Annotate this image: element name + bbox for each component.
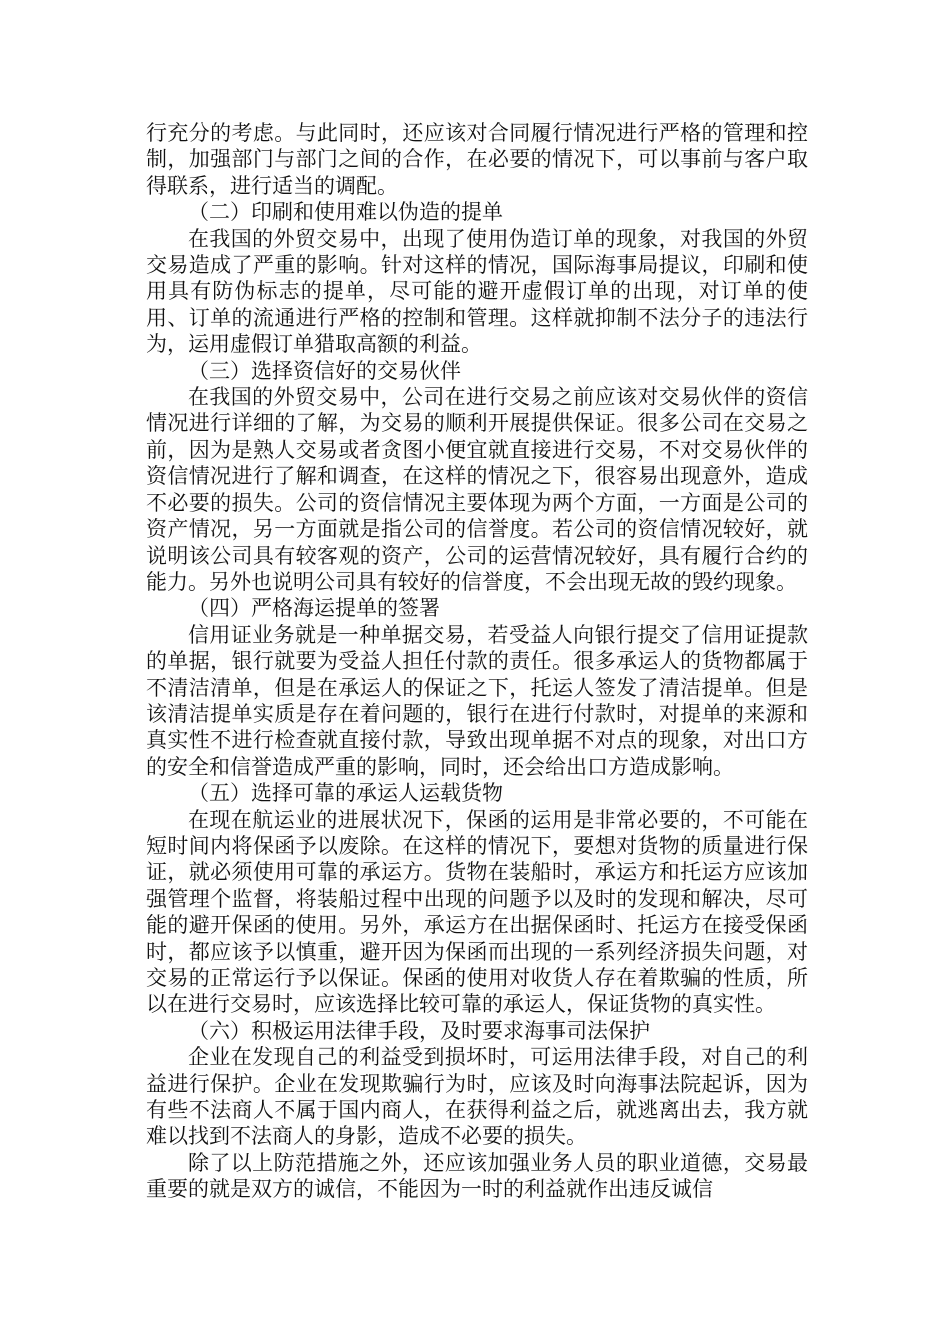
section-heading-2: （二）印刷和使用难以伪造的提单 [188, 200, 503, 225]
section-heading-3: （三）选择资信好的交易伙伴 [188, 358, 461, 383]
section-heading-5: （五）选择可靠的承运人运载货物 [188, 781, 503, 806]
document-page [146, 120, 808, 1203]
section-heading-6: （六）积极运用法律手段，及时要求海事司法保护 [188, 1018, 650, 1043]
paragraph-forged-bills: 在我国的外贸交易中，出现了使用伪造订单的现象，对我国的外贸交易造成了严重的影响。针对这样的情况，国际海事局提议，印刷和使用具有防伪标志的提单，尽可能的避开虚假订单的出现，对订单的使用、订单的流通进行严格的控制和管理。这样就抑制不法分子的违法行为，运用虚假订单猎取高额的利益。 [146, 226, 808, 357]
paragraph-reliable-carrier: 在现在航运业的进展状况下，保函的运用是非常必要的，不可能在短时间内将保函予以废除。在这样的情况下，要想对货物的质量进行保证，就必须使用可靠的承运方。货物在装船时，承运方和托运方应该加强管理个监督，将装船过程中出现的问题予以及时的发现和解决，尽可能的避开保函的使用。另外，承运方在出据保函时、托运方在接受保函时，都应该予以慎重，避开因为保函而出现的一系列经济损失问题，对交易的正常运行予以保证。保函的使用对收货人存在着欺骗的性质，所以在进行交易时，应该选择比较可靠的承运人，保证货物的真实性。 [146, 807, 808, 1017]
paragraph-continuation: 行充分的考虑。与此同时，还应该对合同履行情况进行严格的管理和控制，加强部门与部门之间的合作，在必要的情况下，可以事前与客户取得联系，进行适当的调配。 [146, 121, 808, 198]
paragraph-ethics: 除了以上防范措施之外，还应该加强业务人员的职业道德，交易最重要的就是双方的诚信，不能因为一时的利益就作出违反诚信 [146, 1150, 808, 1202]
section-heading-4: （四）严格海运提单的签署 [188, 596, 440, 621]
paragraph-credit-partners: 在我国的外贸交易中，公司在进行交易之前应该对交易伙伴的资信情况进行详细的了解，为交易的顺利开展提供保证。很多公司在交易之前，因为是熟人交易或者贪图小便宜就直接进行交易，不对交易伙伴的资信情况进行了解和调查，在这样的情况之下，很容易出现意外，造成不必要的损失。公司的资信情况主要体现为两个方面，一方面是公司的资产情况，另一方面就是指公司的信誉度。若公司的资信情况较好，就说明该公司具有较客观的资产，公司的运营情况较好，具有履行合约的能力。另外也说明公司具有较好的信誉度，不会出现无故的毁约现象。 [146, 385, 808, 594]
paragraph-bill-signing: 信用证业务就是一种单据交易，若受益人向银行提交了信用证提款的单据，银行就要为受益人担任付款的责任。很多承运人的货物都属于不清洁清单，但是在承运人的保证之下，托运人签发了清洁提单。但是该清洁提单实质是存在着问题的，银行在进行付款时，对提单的来源和真实性不进行检查就直接付款，导致出现单据不对点的现象，对出口方的安全和信誉造成严重的影响，同时，还会给出口方造成影响。 [146, 622, 808, 779]
paragraph-legal-means: 企业在发现自己的利益受到损坏时，可运用法律手段，对自己的利益进行保护。企业在发现欺骗行为时，应该及时向海事法院起诉，因为有些不法商人不属于国内商人，在获得利益之后，就逃离出去，我方就难以找到不法商人的身影，造成不必要的损失。 [146, 1045, 808, 1149]
